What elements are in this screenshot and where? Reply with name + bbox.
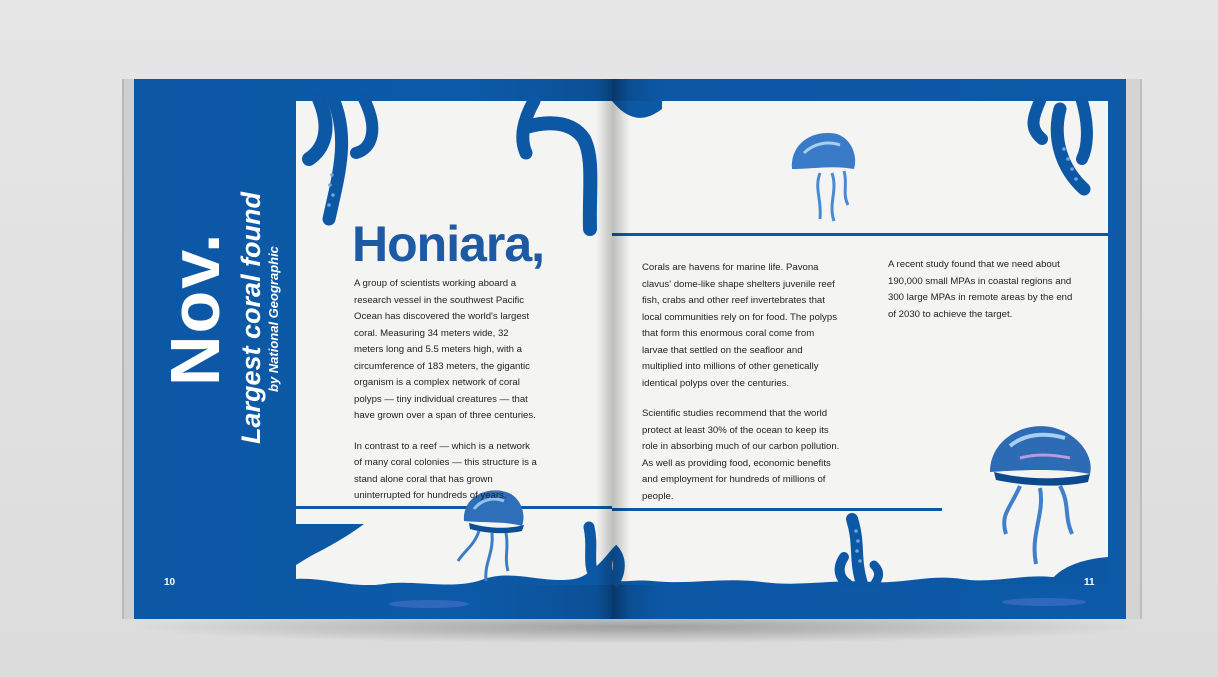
page-number-left: 10 bbox=[164, 577, 176, 588]
vertical-title-group bbox=[152, 84, 282, 444]
right-column-1 bbox=[642, 260, 842, 519]
coral-icon bbox=[1034, 101, 1087, 189]
page-number-right: 11 bbox=[1084, 577, 1095, 588]
article-subtitle: Largest coral found bbox=[236, 191, 266, 444]
divider-line bbox=[612, 233, 1108, 236]
paragraph: A group of scientists working aboard a research vessel in the southwest Pacific Ocean has discovered the world's largest coral. Measuring 34 meters wide, 32 meters long and 5.5 meters high, with a circumference of 183 meters, the gigantic organism is a complex network of coral polyps — tiny individual creatures — that have grown over a span of three centuries. bbox=[354, 278, 536, 421]
seabed-icon bbox=[389, 600, 469, 608]
coral-icon bbox=[840, 519, 879, 585]
paragraph: Corals are havens for marine life. Pavona clavus' dome-like shape shelters juvenile reef fish, crabs and other reef invertebrates that local communities rely on for food. The polyps that form this enormous coral come from larvae that settled on the seafloor and multiplied into millions of other genetically identical polyps over the centuries. bbox=[642, 262, 837, 389]
seabed-icon bbox=[1052, 557, 1108, 585]
coral-icon bbox=[589, 527, 596, 579]
seabed-icon bbox=[296, 549, 612, 585]
paragraph: Scientific studies recommend that the world protect at least 30% of the ocean to keep its role in absorbing much of our carbon pollution. As well as providing food, economic benefits and employment for hundreds of millions of people. bbox=[642, 408, 840, 502]
byline: by National Geographic bbox=[266, 246, 281, 392]
coral-icon bbox=[612, 549, 619, 584]
jellyfish-icon bbox=[792, 133, 855, 221]
jellyfish-icon bbox=[990, 426, 1091, 564]
coral-icon bbox=[309, 99, 590, 229]
month-title: Nov. bbox=[156, 231, 234, 386]
seabed-icon bbox=[1002, 598, 1086, 606]
coral-icon bbox=[296, 524, 364, 565]
paragraph: A recent study found that we need about 190,000 small MPAs in coastal regions and 300 large MPAs in remote areas by the end of 2030 to achieve the target. bbox=[888, 259, 1073, 320]
right-column-2 bbox=[888, 257, 1082, 337]
right-page bbox=[612, 79, 1126, 619]
paragraph: In contrast to a reef — which is a network of many coral colonies — this structure is a stand alone coral that has grown uninterrupted for hundreds of years. bbox=[354, 440, 537, 501]
left-page bbox=[134, 79, 612, 619]
headline: Honiara, bbox=[352, 216, 545, 272]
coral-icon bbox=[612, 101, 662, 118]
left-article-body bbox=[354, 276, 540, 519]
